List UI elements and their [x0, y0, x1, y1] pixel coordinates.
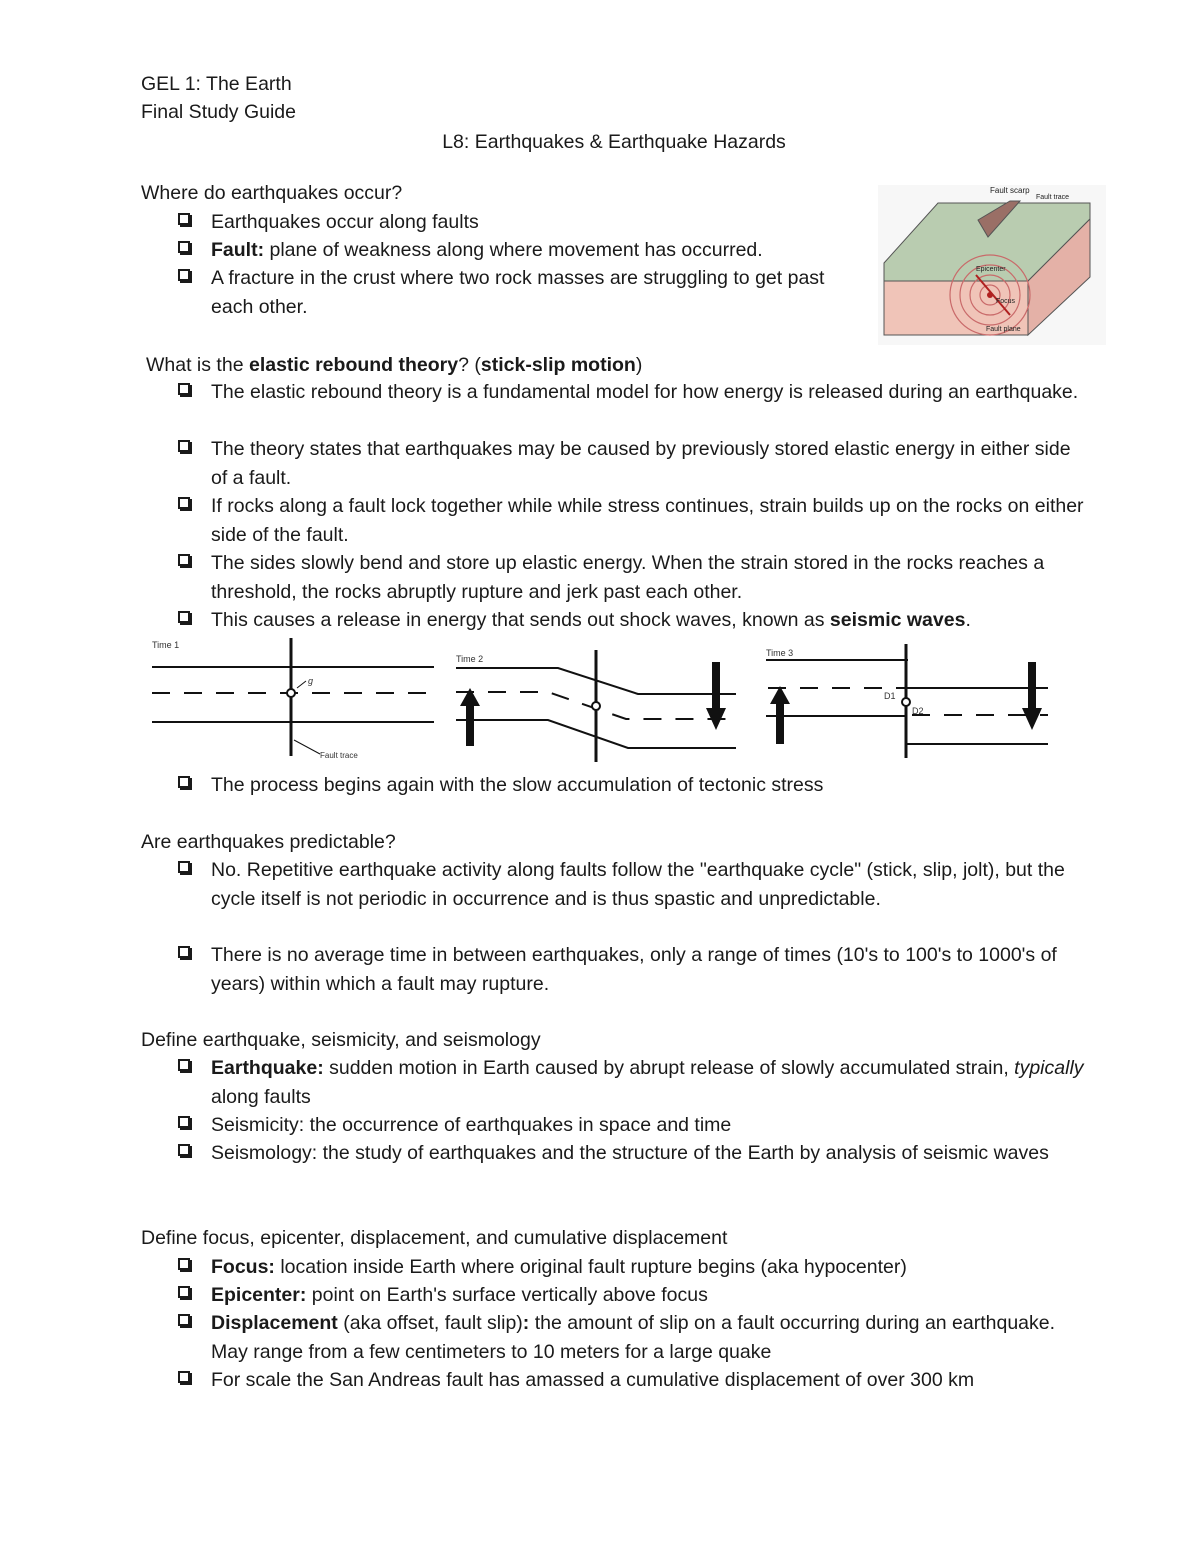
definition: sudden motion in Earth caused by abrupt release of slowly accumulated strain,	[323, 1057, 1015, 1079]
bullet-text: There is no average time in between earthquakes, only a range of times (10's to 100's to 1000's of years) within which a fault may rupture.	[211, 944, 1057, 995]
checkbox-icon	[178, 213, 190, 225]
heading-text: ? (	[458, 354, 481, 376]
label-epicenter: Epicenter	[976, 266, 1006, 273]
checkbox-icon	[178, 269, 190, 281]
bullet-text	[211, 1281, 1091, 1310]
course-title: GEL 1: The Earth	[141, 73, 292, 95]
checkbox-icon	[178, 383, 190, 395]
bullet-text: If rocks along a fault lock together while while stress continues, strain builds up on the rocks on either side of the fault.	[211, 495, 1084, 546]
heading-text: What is the	[146, 354, 249, 376]
label-fault-trace: Fault trace	[320, 751, 358, 760]
checkbox-icon	[178, 861, 190, 873]
definition: along faults	[211, 1085, 311, 1108]
section-heading-where: Where do earthquakes occur?	[141, 182, 403, 204]
term-earthquake: Earthquake:	[211, 1057, 324, 1079]
checkbox-icon	[178, 497, 190, 509]
section-heading-predictable: Are earthquakes predictable?	[141, 831, 396, 853]
checkbox-icon	[178, 241, 190, 253]
fault-block-diagram	[878, 185, 1106, 345]
checkbox-icon	[178, 554, 190, 566]
definition: location inside Earth where original fault rupture begins (aka hypocenter)	[274, 1256, 907, 1278]
term-fault: Fault:	[211, 239, 265, 261]
checkbox-icon	[178, 1286, 190, 1298]
label-fault-plane: Fault plane	[986, 326, 1021, 333]
heading-text: )	[635, 354, 643, 376]
checkbox-icon	[178, 1116, 190, 1128]
up-arrow-shaft	[776, 702, 784, 744]
bullet-text: Seismicity: the occurrence of earthquakes in space and time	[211, 1114, 732, 1136]
up-arrow-shaft	[466, 704, 474, 746]
bullet-text: Seismology: the study of earthquakes and the structure of the Earth by analysis of seismic waves	[211, 1142, 1049, 1164]
checkbox-icon	[178, 1371, 190, 1383]
panel3-point-icon	[902, 698, 910, 706]
focus-point-icon	[987, 292, 993, 298]
checkbox-icon	[178, 440, 190, 452]
term-stick-slip: stick-slip motion	[480, 354, 636, 376]
label-g: g	[308, 676, 314, 686]
bullet-text	[211, 1309, 1091, 1366]
definition: point on Earth's surface vertically above focus	[306, 1284, 708, 1306]
definition: plane of weakness along where movement has occurred.	[264, 239, 763, 261]
section-heading-elastic	[146, 353, 642, 377]
bullet-text: The elastic rebound theory is a fundamental model for how energy is released during an earthquake.	[211, 381, 1079, 403]
label-time-1: Time 1	[152, 640, 180, 650]
panel1-point-icon	[287, 689, 295, 697]
bullet-text: For scale the San Andreas fault has amassed a cumulative displacement of over 300 km	[211, 1369, 975, 1391]
label-focus: Focus	[996, 298, 1016, 305]
bullet-text	[211, 1253, 1091, 1282]
bullet-text-part: This causes a release in energy that sends out shock waves, known as	[211, 609, 830, 631]
section-heading-define-focus: Define focus, epicenter, displacement, and cumulative displacement	[141, 1227, 728, 1249]
term-displacement: Displacement	[211, 1312, 338, 1334]
bullet-text	[211, 606, 1091, 635]
bullet-text: A fracture in the crust where two rock masses are struggling to get past each other.	[211, 267, 825, 318]
label-d2: D2	[912, 706, 924, 716]
document-type: Final Study Guide	[141, 101, 297, 123]
checkbox-icon	[178, 611, 190, 623]
bullet-text: Earthquakes occur along faults	[211, 211, 479, 233]
definition: the amount of slip on a fault occurring during an earthquake. May range from a few centimeters to 10 meters for a large quake	[211, 1312, 1056, 1363]
colon: :	[522, 1312, 530, 1334]
down-arrow-shaft	[712, 662, 720, 710]
checkbox-icon	[178, 946, 190, 958]
fault-trace-pointer	[294, 740, 320, 754]
section-heading-define-earthquake: Define earthquake, seismicity, and seismology	[141, 1029, 541, 1051]
label-time-2: Time 2	[456, 654, 484, 664]
bullet-text: The process begins again with the slow accumulation of tectonic stress	[211, 774, 824, 796]
bullet-text-part: .	[965, 609, 971, 631]
term-epicenter: Epicenter:	[211, 1284, 307, 1306]
bullet-text	[211, 1054, 1091, 1111]
bullet-text: The sides slowly bend and store up elastic energy. When the strain stored in the rocks reaches a threshold, the rocks abruptly rupture and jerk past each other.	[211, 552, 1045, 603]
checkbox-icon	[178, 1144, 190, 1156]
label-fault-scarp: Fault scarp	[990, 186, 1030, 195]
panel1-pointer	[297, 681, 306, 688]
checkbox-icon	[178, 1258, 190, 1270]
term-elastic-rebound: elastic rebound theory	[248, 354, 459, 376]
up-arrow-icon	[460, 688, 480, 706]
checkbox-icon	[178, 776, 190, 788]
label-d1: D1	[884, 691, 896, 701]
label-time-3: Time 3	[766, 648, 794, 658]
bullet-text: No. Repetitive earthquake activity along faults follow the "earthquake cycle" (stick, slip, jolt), but the cycle itself is not periodic in occurrence and is thus spastic and unpredictable.	[211, 859, 1065, 910]
checkbox-icon	[178, 1314, 190, 1326]
lecture-title: L8: Earthquakes & Earthquake Hazards	[442, 131, 786, 153]
down-arrow-shaft	[1028, 662, 1036, 710]
definition: (aka offset, fault slip)	[337, 1312, 523, 1334]
label-fault-trace: Fault trace	[1036, 194, 1070, 201]
term-focus: Focus:	[211, 1256, 275, 1278]
checkbox-icon	[178, 1059, 190, 1071]
elastic-rebound-diagram	[148, 636, 1050, 766]
panel2-point-icon	[592, 702, 600, 710]
bullet-text: The theory states that earthquakes may be caused by previously stored elastic energy in either side of a fault.	[211, 438, 1071, 489]
down-arrow-icon	[1022, 708, 1042, 730]
term-seismic-waves: seismic waves	[829, 609, 966, 631]
emphasis: typically	[1014, 1057, 1084, 1079]
